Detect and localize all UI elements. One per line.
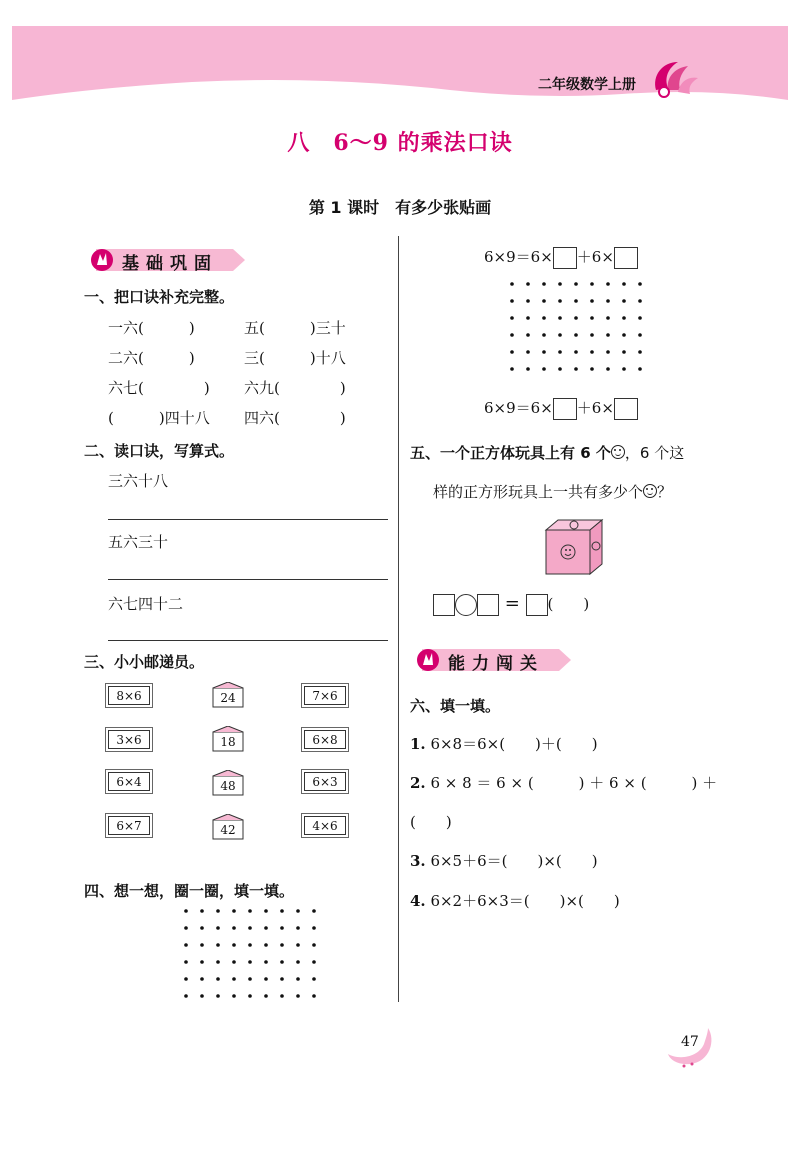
dot bbox=[264, 909, 268, 913]
q2-item: 三六十八 bbox=[108, 472, 169, 490]
multiplication-card: 6×7 bbox=[108, 816, 150, 835]
q6-item bbox=[410, 772, 717, 793]
equation-text: ＋6× bbox=[576, 399, 614, 417]
dot bbox=[296, 909, 300, 913]
question-4-title: 四、想一想，圈一圈，填一填。 bbox=[84, 882, 295, 900]
dot bbox=[184, 909, 188, 913]
dot bbox=[296, 926, 300, 930]
item-text: ( ) bbox=[410, 813, 452, 831]
dot bbox=[590, 350, 594, 354]
q1-item: 三( )十八 bbox=[244, 349, 346, 367]
item-number: 4. bbox=[410, 892, 426, 910]
question-2-title: 二、读口诀，写算式。 bbox=[84, 442, 235, 460]
dot bbox=[280, 977, 284, 981]
q1-item: 一六( ) bbox=[108, 319, 195, 337]
q1-item: 六九( ) bbox=[244, 379, 346, 397]
dot bbox=[248, 909, 252, 913]
dot bbox=[542, 299, 546, 303]
dot bbox=[542, 367, 546, 371]
envelope bbox=[212, 814, 244, 840]
dot bbox=[248, 943, 252, 947]
dot bbox=[312, 960, 316, 964]
dot bbox=[232, 977, 236, 981]
dot bbox=[606, 333, 610, 337]
q4-equation bbox=[484, 397, 638, 420]
dot bbox=[606, 282, 610, 286]
dot bbox=[574, 367, 578, 371]
question-3-title: 三、小小邮递员。 bbox=[84, 653, 205, 671]
q2-item: 六七四十二 bbox=[108, 595, 184, 613]
dot bbox=[312, 943, 316, 947]
dot bbox=[216, 994, 220, 998]
dot bbox=[296, 943, 300, 947]
dot bbox=[184, 926, 188, 930]
dot bbox=[280, 960, 284, 964]
dot bbox=[526, 316, 530, 320]
answer-box[interactable] bbox=[553, 247, 577, 269]
dot bbox=[622, 350, 626, 354]
smiley-cube-illustration bbox=[538, 516, 606, 578]
dot bbox=[280, 994, 284, 998]
equation-text: 6×9＝6× bbox=[484, 248, 553, 266]
dot bbox=[232, 926, 236, 930]
q6-item bbox=[410, 850, 598, 871]
answer-box[interactable] bbox=[614, 398, 638, 420]
dot bbox=[216, 926, 220, 930]
answer-box[interactable] bbox=[477, 594, 499, 616]
dot bbox=[558, 367, 562, 371]
q5-text: ？ bbox=[657, 483, 673, 501]
dot bbox=[200, 943, 204, 947]
dot bbox=[606, 350, 610, 354]
dot bbox=[200, 926, 204, 930]
dot bbox=[542, 282, 546, 286]
q1-item: 四六( ) bbox=[244, 409, 346, 427]
dot-grid-left bbox=[180, 905, 320, 1003]
q5-text: ，6 个这 bbox=[624, 444, 685, 462]
q5-text: 样的正方形玩具上一共有多少个 bbox=[433, 483, 644, 501]
dot bbox=[232, 994, 236, 998]
dot bbox=[312, 977, 316, 981]
multiplication-card: 4×6 bbox=[304, 816, 346, 835]
dot bbox=[312, 909, 316, 913]
dot bbox=[184, 994, 188, 998]
dot bbox=[558, 350, 562, 354]
q1-item: 五( )三十 bbox=[244, 319, 346, 337]
grade-label: 二年级数学上册 bbox=[538, 77, 636, 93]
dot bbox=[248, 994, 252, 998]
envelope-number: 48 bbox=[220, 779, 236, 793]
dot bbox=[590, 299, 594, 303]
dot bbox=[558, 316, 562, 320]
dot bbox=[622, 299, 626, 303]
dot bbox=[590, 367, 594, 371]
envelope-number: 18 bbox=[220, 735, 236, 749]
answer-line bbox=[108, 579, 388, 580]
dot bbox=[590, 316, 594, 320]
q6-item bbox=[410, 811, 452, 832]
smiley-icon bbox=[643, 484, 657, 498]
dot bbox=[200, 977, 204, 981]
equation-text: 6×9＝6× bbox=[484, 399, 553, 417]
dot bbox=[296, 977, 300, 981]
dot bbox=[526, 282, 530, 286]
dot bbox=[510, 350, 514, 354]
dot bbox=[216, 909, 220, 913]
dot bbox=[510, 333, 514, 337]
envelope bbox=[212, 770, 244, 796]
answer-box[interactable] bbox=[614, 247, 638, 269]
dot bbox=[574, 282, 578, 286]
dot bbox=[526, 299, 530, 303]
dot bbox=[526, 367, 530, 371]
item-number: 3. bbox=[410, 852, 426, 870]
envelope-number: 42 bbox=[220, 823, 236, 837]
multiplication-card: 6×3 bbox=[304, 772, 346, 791]
answer-line bbox=[108, 640, 388, 641]
dot bbox=[590, 282, 594, 286]
q5-equation: = ( ) bbox=[433, 593, 589, 616]
dot bbox=[622, 333, 626, 337]
q5-text: 五、一个正方体玩具上有 6 个 bbox=[410, 444, 611, 462]
dot bbox=[216, 960, 220, 964]
dot bbox=[638, 333, 642, 337]
dot bbox=[184, 960, 188, 964]
smiley-icon bbox=[611, 445, 625, 459]
dot bbox=[264, 960, 268, 964]
lesson-title: 第 1 课时 有多少张贴画 bbox=[308, 198, 492, 217]
question-6-title: 六、填一填。 bbox=[410, 697, 501, 715]
dot bbox=[638, 282, 642, 286]
publisher-logo-icon bbox=[648, 56, 700, 100]
dot bbox=[558, 299, 562, 303]
dot bbox=[622, 282, 626, 286]
multiplication-card: 6×8 bbox=[304, 730, 346, 749]
dot bbox=[510, 367, 514, 371]
dot bbox=[280, 926, 284, 930]
column-divider bbox=[398, 236, 399, 1002]
dot bbox=[510, 282, 514, 286]
dot bbox=[232, 960, 236, 964]
q1-item: 二六( ) bbox=[108, 349, 195, 367]
dot bbox=[606, 316, 610, 320]
q1-item: 六七( ) bbox=[108, 379, 210, 397]
dot bbox=[574, 350, 578, 354]
dot bbox=[200, 994, 204, 998]
multiplication-card: 6×4 bbox=[108, 772, 150, 791]
dot bbox=[558, 282, 562, 286]
section-banner-basic bbox=[88, 246, 248, 274]
dot bbox=[638, 316, 642, 320]
dot bbox=[248, 977, 252, 981]
answer-box[interactable] bbox=[433, 594, 455, 616]
q6-item bbox=[410, 890, 620, 911]
dot bbox=[312, 926, 316, 930]
dot bbox=[638, 299, 642, 303]
dot bbox=[638, 350, 642, 354]
q2-item: 五六三十 bbox=[108, 533, 169, 551]
item-number: 2. bbox=[410, 774, 426, 792]
dot bbox=[638, 367, 642, 371]
envelope bbox=[212, 726, 244, 752]
dot bbox=[296, 994, 300, 998]
dot bbox=[264, 977, 268, 981]
dot bbox=[526, 350, 530, 354]
dot bbox=[296, 960, 300, 964]
dot bbox=[574, 316, 578, 320]
unit-blank: ( ) bbox=[547, 595, 590, 613]
dot bbox=[526, 333, 530, 337]
question-5-line-2 bbox=[433, 481, 672, 502]
envelope bbox=[212, 682, 244, 708]
dot bbox=[574, 333, 578, 337]
q6-item bbox=[410, 733, 598, 754]
dot bbox=[216, 943, 220, 947]
dot bbox=[280, 909, 284, 913]
dot bbox=[574, 299, 578, 303]
dot bbox=[232, 943, 236, 947]
unit-title: 八 6～9 的乘法口诀 bbox=[287, 130, 513, 156]
answer-box[interactable] bbox=[526, 594, 548, 616]
question-5-line-1 bbox=[410, 442, 684, 463]
section-title-ability: 能力闯关 bbox=[448, 654, 544, 674]
section-banner-ability bbox=[414, 646, 574, 674]
item-text: 6 × 8 ＝ 6 × ( ) ＋ 6 × ( ) ＋ bbox=[425, 774, 718, 792]
operator-circle[interactable] bbox=[455, 594, 477, 616]
dot bbox=[264, 994, 268, 998]
item-number: 1. bbox=[410, 735, 426, 753]
question-1-title: 一、把口诀补充完整。 bbox=[84, 288, 235, 306]
answer-line bbox=[108, 519, 388, 520]
dot bbox=[542, 316, 546, 320]
equation-text: ＋6× bbox=[576, 248, 614, 266]
dot bbox=[280, 943, 284, 947]
dot bbox=[606, 299, 610, 303]
q4-equation bbox=[484, 246, 638, 269]
dot bbox=[200, 960, 204, 964]
dot bbox=[200, 909, 204, 913]
dot bbox=[232, 909, 236, 913]
dot bbox=[590, 333, 594, 337]
dot bbox=[606, 367, 610, 371]
dot bbox=[622, 316, 626, 320]
page-number: 47 bbox=[681, 1034, 699, 1050]
section-title-basic: 基础巩固 bbox=[122, 254, 218, 274]
item-text: 6×2＋6×3＝( )×( ) bbox=[425, 892, 620, 910]
dot bbox=[184, 977, 188, 981]
dot bbox=[248, 926, 252, 930]
answer-box[interactable] bbox=[553, 398, 577, 420]
dot bbox=[216, 977, 220, 981]
dot-grid-right bbox=[506, 278, 646, 376]
item-text: 6×8＝6×( )＋( ) bbox=[425, 735, 598, 753]
dot bbox=[264, 943, 268, 947]
dot bbox=[184, 943, 188, 947]
multiplication-card: 3×6 bbox=[108, 730, 150, 749]
envelope-number: 24 bbox=[220, 691, 236, 705]
item-text: 6×5＋6＝( )×( ) bbox=[425, 852, 598, 870]
multiplication-card: 8×6 bbox=[108, 686, 150, 705]
dot bbox=[312, 994, 316, 998]
dot bbox=[622, 367, 626, 371]
dot bbox=[264, 926, 268, 930]
q1-item: ( )四十八 bbox=[108, 409, 210, 427]
multiplication-card: 7×6 bbox=[304, 686, 346, 705]
dot bbox=[248, 960, 252, 964]
dot bbox=[510, 316, 514, 320]
dot bbox=[510, 299, 514, 303]
dot bbox=[542, 333, 546, 337]
dot bbox=[558, 333, 562, 337]
dot bbox=[542, 350, 546, 354]
